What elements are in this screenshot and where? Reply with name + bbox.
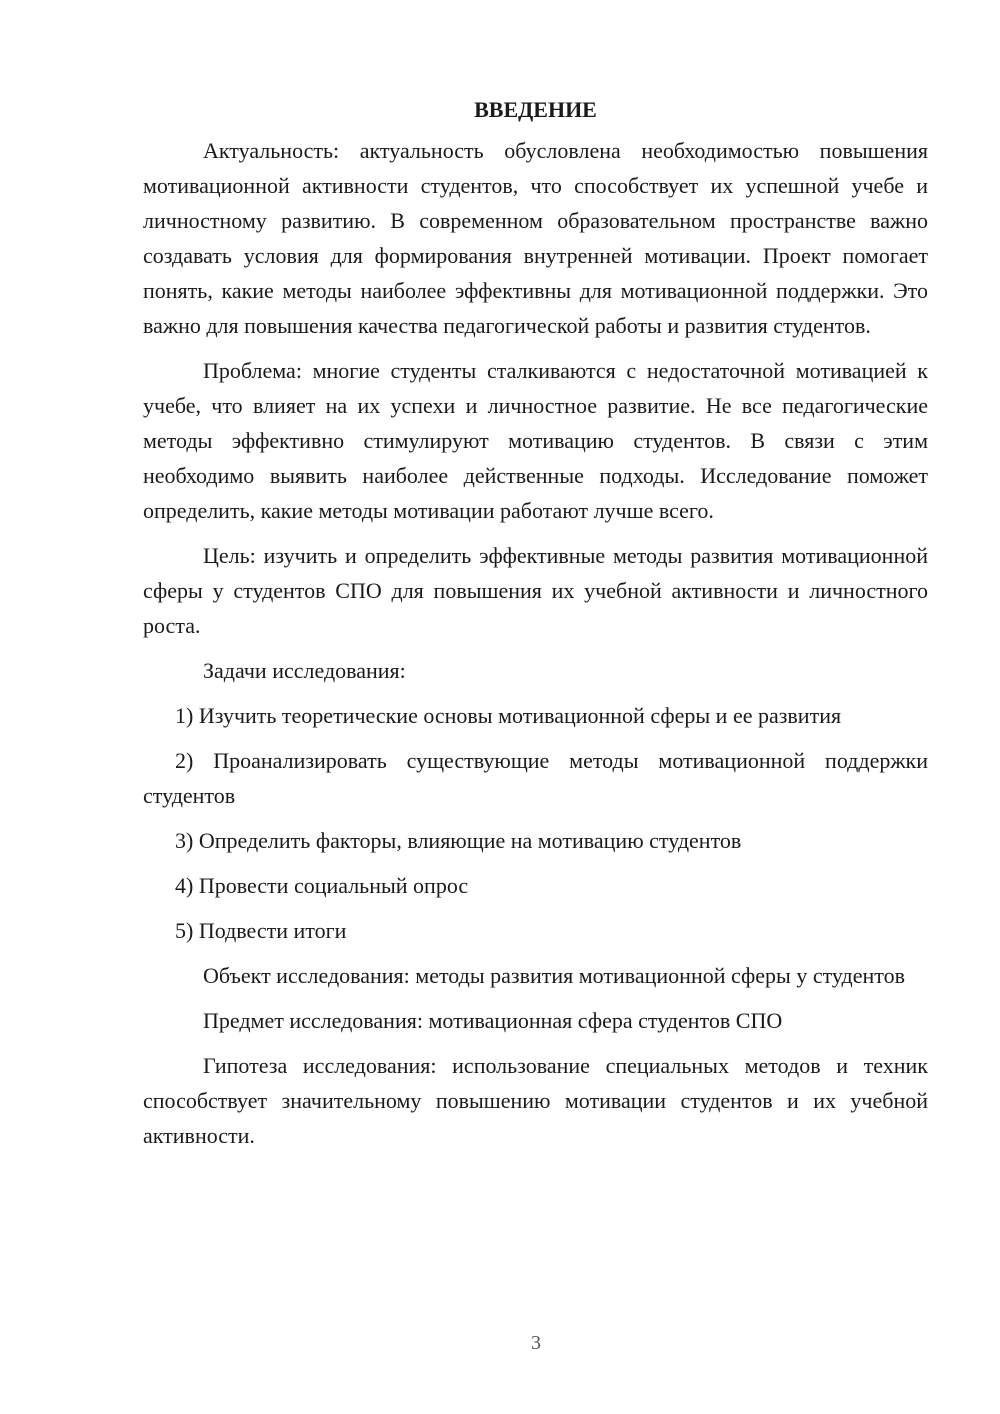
paragraph-subject: Предмет исследования: мотивационная сфера студентов СПО	[203, 1008, 783, 1033]
paragraph-goal: Цель: изучить и определить эффективные методы развития мотивационной сферы у студентов СПО для повышения их учебной активности и личностного роста.	[143, 543, 928, 638]
paragraph-object: Объект исследования: методы развития мотивационной сферы у студентов	[203, 963, 905, 988]
task-item-3: 3) Определить факторы, влияющие на мотивацию студентов	[175, 828, 742, 853]
task-item-2: 2) Проанализировать существующие методы мотивационной поддержки студентов	[143, 748, 928, 808]
paragraph-hypothesis: Гипотеза исследования: использование специальных методов и техник способствует значительному повышению мотивации студентов и их учебной активности.	[143, 1053, 928, 1148]
task-item-1: 1) Изучить теоретические основы мотивационной сферы и ее развития	[175, 703, 842, 728]
document-body	[143, 92, 928, 1163]
paragraph-problem: Проблема: многие студенты сталкиваются с недостаточной мотивацией к учебе, что влияет на их успехи и личностное развитие. Не все педагогические методы эффективно стимулируют мотивацию студентов. В связи с этим необходимо выявить наиболее действенные подходы. Исследование поможет определить, какие методы мотивации работают лучше всего.	[143, 358, 928, 523]
page-title: ВВЕДЕНИЕ	[474, 97, 597, 122]
task-item-4: 4) Провести социальный опрос	[175, 873, 469, 898]
paragraph-tasks-heading: Задачи исследования:	[203, 658, 406, 683]
page-number: 3	[531, 1332, 541, 1354]
paragraph-relevance: Актуальность: актуальность обусловлена необходимостью повышения мотивационной активности студентов, что способствует их успешной учебе и личностному развитию. В современном образовательном пространстве важно создавать условия для формирования внутренней мотивации. Проект помогает понять, какие методы наиболее эффективны для мотивационной поддержки. Это важно для повышения качества педагогической работы и развития студентов.	[143, 138, 928, 338]
task-item-5: 5) Подвести итоги	[175, 918, 347, 943]
